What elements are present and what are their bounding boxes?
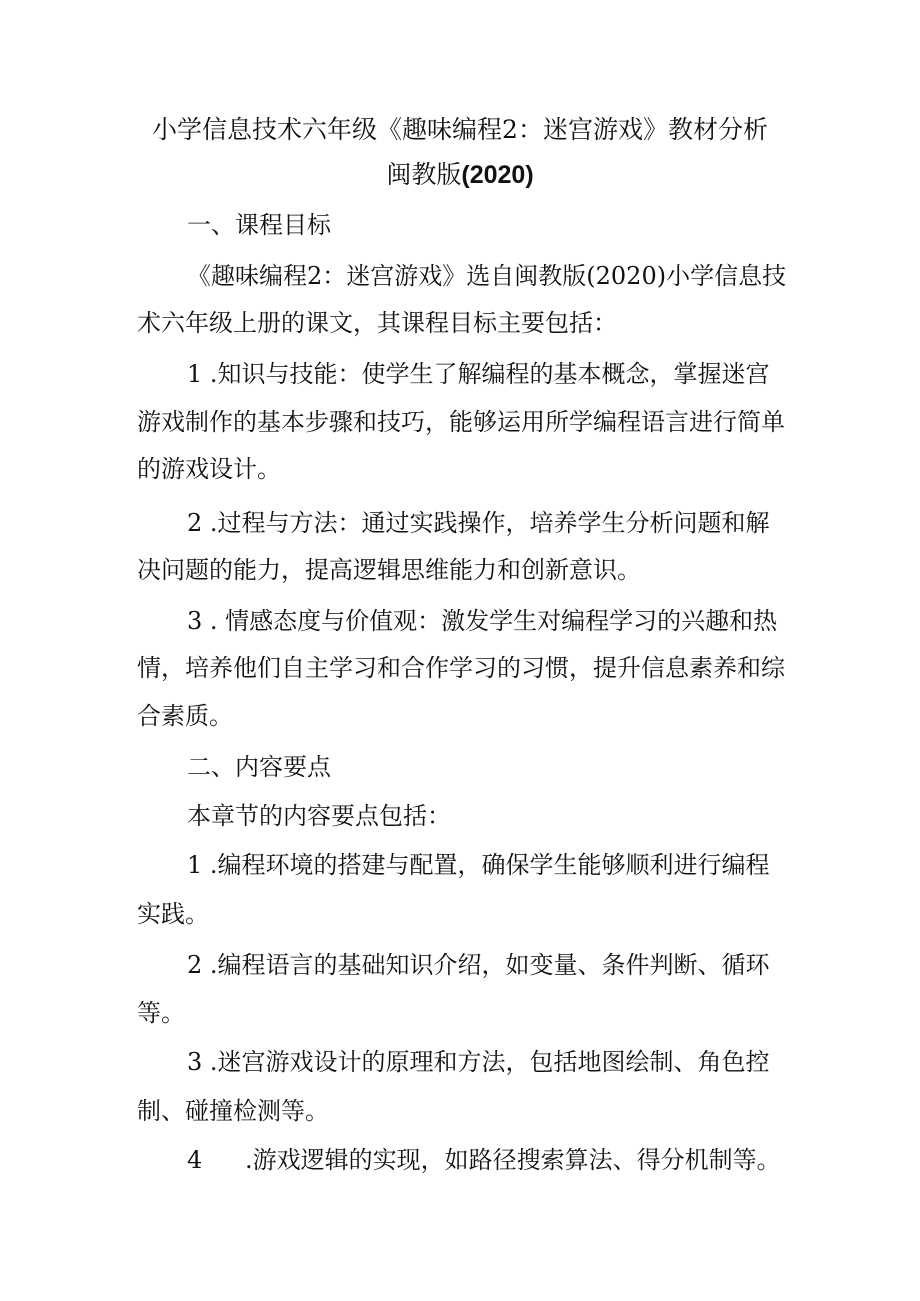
content-intro: 本章节的内容要点包括：: [187, 802, 451, 830]
content-item-4-text: .游戏逻辑的实现，如路径搜索算法、得分机制等。: [245, 1146, 781, 1174]
goal-item-1-line: 游戏制作的基本步骤和技巧，能够运用所学编程语言进行简单: [137, 408, 785, 436]
document-subtitle: [0, 158, 920, 192]
content-item-2-line: 等。: [137, 999, 185, 1027]
section-heading-goals: 一、课程目标: [187, 211, 331, 239]
content-item-1-line: 1 .编程环境的搭建与配置，确保学生能够顺利进行编程: [187, 851, 770, 879]
section-heading-content: 二、内容要点: [187, 753, 331, 781]
goal-item-1-line: 1 .知识与技能：使学生了解编程的基本概念，掌握迷宫: [187, 360, 770, 388]
edition-year: (2020): [461, 161, 534, 189]
content-item-3-line: 3 .迷宫游戏设计的原理和方法，包括地图绘制、角色控: [187, 1048, 770, 1076]
goals-intro-line: 《趣味编程2：迷宫游戏》选自闽教版(2020)小学信息技: [187, 262, 787, 290]
goal-item-2-line: 2 .过程与方法：通过实践操作，培养学生分析问题和解: [187, 509, 770, 537]
content-item-3-line: 制、碰撞检测等。: [137, 1097, 329, 1125]
content-item-4-number: 4: [187, 1146, 203, 1174]
goal-item-3-line: 合素质。: [137, 702, 233, 730]
goal-item-3-line: 情，培养他们自主学习和合作学习的习惯，提升信息素养和综: [137, 654, 785, 682]
content-item-4-line: [187, 1143, 781, 1177]
goal-item-1-line: 的游戏设计。: [137, 455, 281, 483]
goal-item-3-line: 3 . 情感态度与价值观：激发学生对编程学习的兴趣和热: [187, 607, 778, 635]
document-title: 小学信息技术六年级《趣味编程2：迷宫游戏》教材分析: [152, 115, 768, 144]
goal-item-2-line: 决问题的能力，提高逻辑思维能力和创新意识。: [137, 556, 641, 584]
edition-label: 闽教版: [386, 160, 462, 189]
content-item-2-line: 2 .编程语言的基础知识介绍，如变量、条件判断、循环: [187, 951, 770, 979]
content-item-1-line: 实践。: [137, 900, 209, 928]
goals-intro-line: 术六年级上册的课文，其课程目标主要包括：: [137, 309, 617, 337]
